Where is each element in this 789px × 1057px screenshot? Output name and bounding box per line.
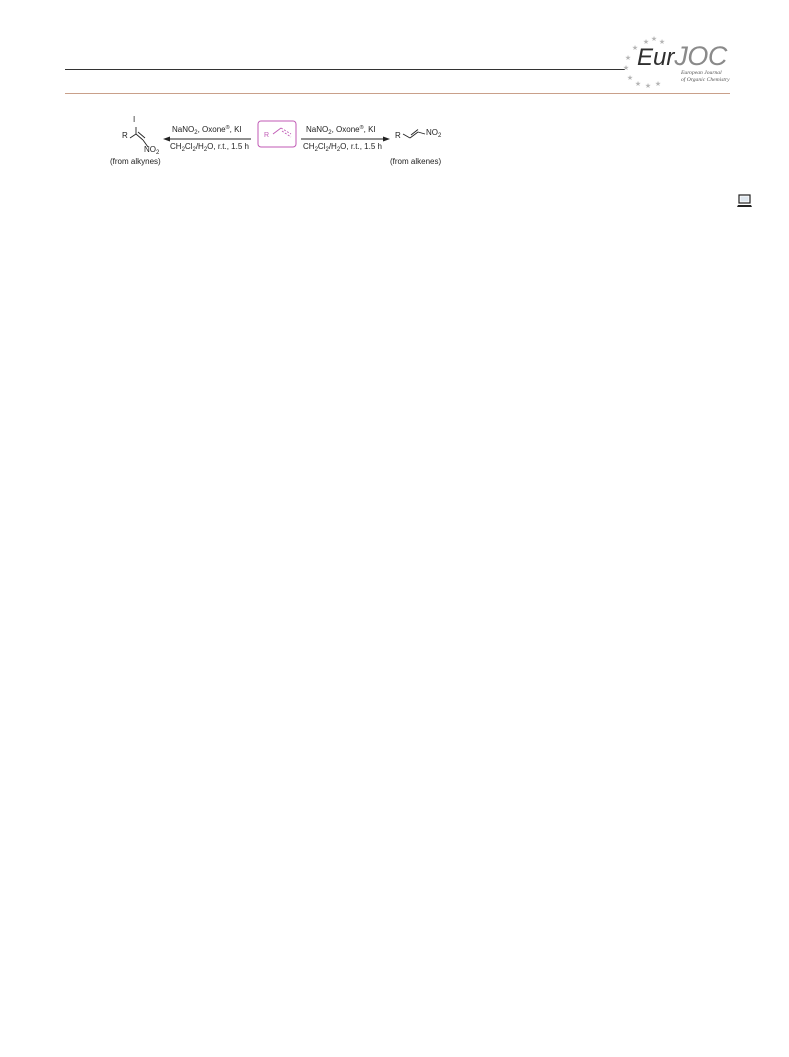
svg-text:★: ★: [650, 36, 658, 43]
substrate-r-label: R: [264, 132, 270, 139]
right-reagents-top: NaNO$_2$, Oxone®, KI: [306, 125, 376, 136]
logo-subtitle-line2: of Organic Chemistry: [681, 76, 730, 83]
computer-monitor-icon[interactable]: [737, 194, 753, 209]
logo-joc: JOC: [674, 41, 727, 71]
left-product-bonds: [130, 127, 148, 147]
iodo-label: I: [133, 115, 136, 124]
svg-text:★: ★: [634, 80, 642, 88]
svg-text:★: ★: [622, 64, 630, 72]
left-reagents-bottom: $CH_2Cl_2/H_2O$, r.t., 1.5 h: [170, 142, 249, 153]
svg-text:★: ★: [642, 38, 650, 46]
svg-text:★: ★: [658, 38, 666, 46]
right-caption: (from alkenes): [390, 157, 442, 166]
svg-text:★: ★: [624, 54, 632, 62]
logo-subtitle-line1: European Journal: [681, 70, 722, 76]
right-reagents-bottom: $CH_2Cl_2/H_2O$, r.t., 1.5 h: [303, 142, 382, 153]
accent-rule: [65, 93, 730, 94]
left-nitro-label: $NO_2$: [144, 145, 160, 156]
svg-text:★: ★: [631, 44, 639, 52]
svg-text:★: ★: [626, 74, 634, 82]
right-r-label: R: [395, 131, 401, 140]
left-arrow: [163, 137, 251, 142]
svg-text:★: ★: [644, 82, 652, 90]
logo-eur: Eur: [637, 44, 675, 71]
reaction-scheme: [105, 112, 465, 170]
journal-logo: [618, 36, 736, 90]
header-rule: [65, 69, 625, 70]
right-product-bonds: [403, 130, 425, 139]
svg-text:★: ★: [654, 80, 662, 88]
left-r-label: R: [122, 131, 128, 140]
left-reagents-top: NaNO$_2$, Oxone®, KI: [172, 125, 242, 136]
logo-wordmark: [637, 43, 727, 70]
right-arrow: [301, 137, 390, 142]
left-caption: (from alkynes): [110, 157, 161, 166]
logo-subtitle: [681, 70, 730, 83]
right-nitro-label: $NO_2$: [426, 128, 442, 139]
